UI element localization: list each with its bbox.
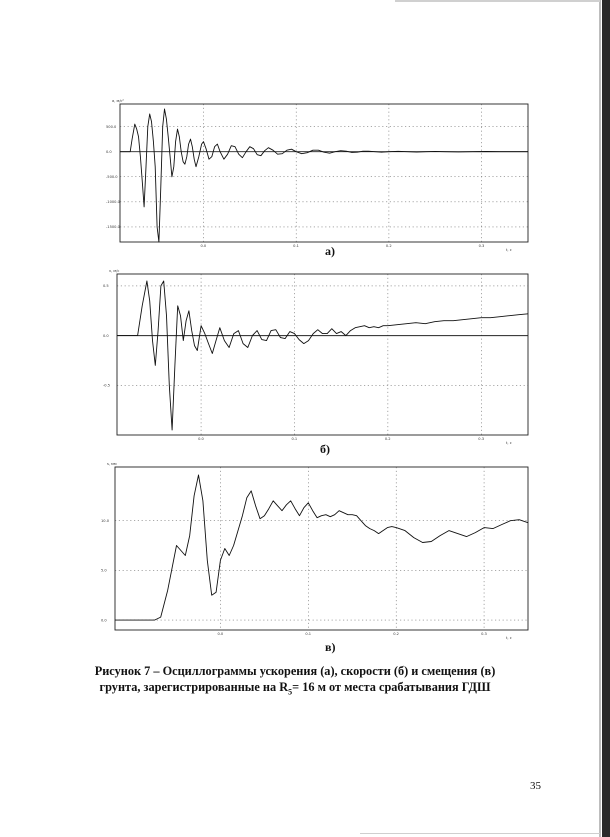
plot-frame (117, 274, 528, 435)
series-trace (120, 109, 528, 242)
sublabel-b: б) (320, 442, 330, 456)
series-trace (115, 475, 528, 620)
sublabel-a: а) (325, 244, 335, 258)
x-tick-label-1: 0.1 (305, 632, 312, 636)
caption-line-2 (60, 679, 530, 700)
y-axis-marker: a, м/c² (112, 99, 124, 103)
y-tick-label-4: -1500.0 (106, 225, 120, 230)
y-tick-label-3: -1000.0 (106, 200, 120, 205)
x-tick-label-1: 0.1 (293, 244, 299, 248)
scan-edge-dark (602, 0, 610, 837)
x-axis-marker: t, c (506, 636, 512, 640)
scan-top-line (395, 0, 600, 2)
x-tick-label-3: 0.3 (478, 437, 485, 441)
y-tick-label-0: 10.0 (101, 518, 110, 523)
x-tick-label-0: 0.0 (200, 244, 207, 248)
plot-frame (115, 467, 528, 630)
y-tick-label-2: 0.0 (101, 618, 107, 623)
caption-line-2-pre: грунта, зарегистрированные на R (99, 680, 289, 694)
chart-displacement (0, 456, 540, 638)
x-axis-marker: t, c (506, 441, 512, 445)
y-tick-label-1: 0.0 (103, 333, 109, 338)
x-tick-label-1: 0.1 (291, 437, 298, 441)
x-axis-marker: t, c (506, 248, 512, 252)
y-tick-label-1: 0.0 (106, 149, 112, 154)
chart-acceleration-svg (0, 92, 540, 250)
y-tick-label-2: -500.0 (106, 175, 118, 180)
y-tick-label-0: 0.5 (103, 284, 109, 289)
page-number: 35 (530, 780, 541, 792)
x-tick-label-3: 0.3 (478, 244, 485, 248)
figure-caption (60, 663, 530, 700)
caption-subscript: 5 (288, 687, 293, 697)
scan-bottom-line (360, 833, 600, 834)
scan-edge-light (599, 0, 601, 837)
x-tick-label-0: 0.0 (217, 632, 224, 636)
x-tick-label-0: 0.0 (198, 437, 204, 441)
x-tick-label-2: 0.2 (393, 632, 399, 636)
y-axis-marker: s, мм (107, 462, 117, 466)
caption-line-1: Рисунок 7 – Осциллограммы ускорения (а), скорости (б) и смещения (в) (94, 664, 496, 678)
y-tick-label-0: 500.0 (106, 124, 117, 129)
sublabel-c: в) (325, 640, 336, 654)
y-tick-label-2: -0.5 (103, 383, 111, 388)
chart-velocity (0, 263, 540, 443)
chart-velocity-svg (0, 263, 540, 443)
caption-line-2-post: = 16 м от места срабатывания ГДШ (292, 680, 491, 694)
chart-displacement-svg (0, 456, 540, 638)
y-tick-label-1: 5.0 (101, 568, 107, 573)
plot-frame (120, 104, 528, 242)
series-trace (117, 281, 528, 430)
x-tick-label-2: 0.2 (384, 437, 391, 441)
chart-acceleration (0, 92, 540, 250)
x-tick-label-2: 0.2 (385, 244, 392, 248)
x-tick-label-3: 0.3 (481, 632, 487, 636)
y-axis-marker: v, м/c (109, 269, 120, 273)
